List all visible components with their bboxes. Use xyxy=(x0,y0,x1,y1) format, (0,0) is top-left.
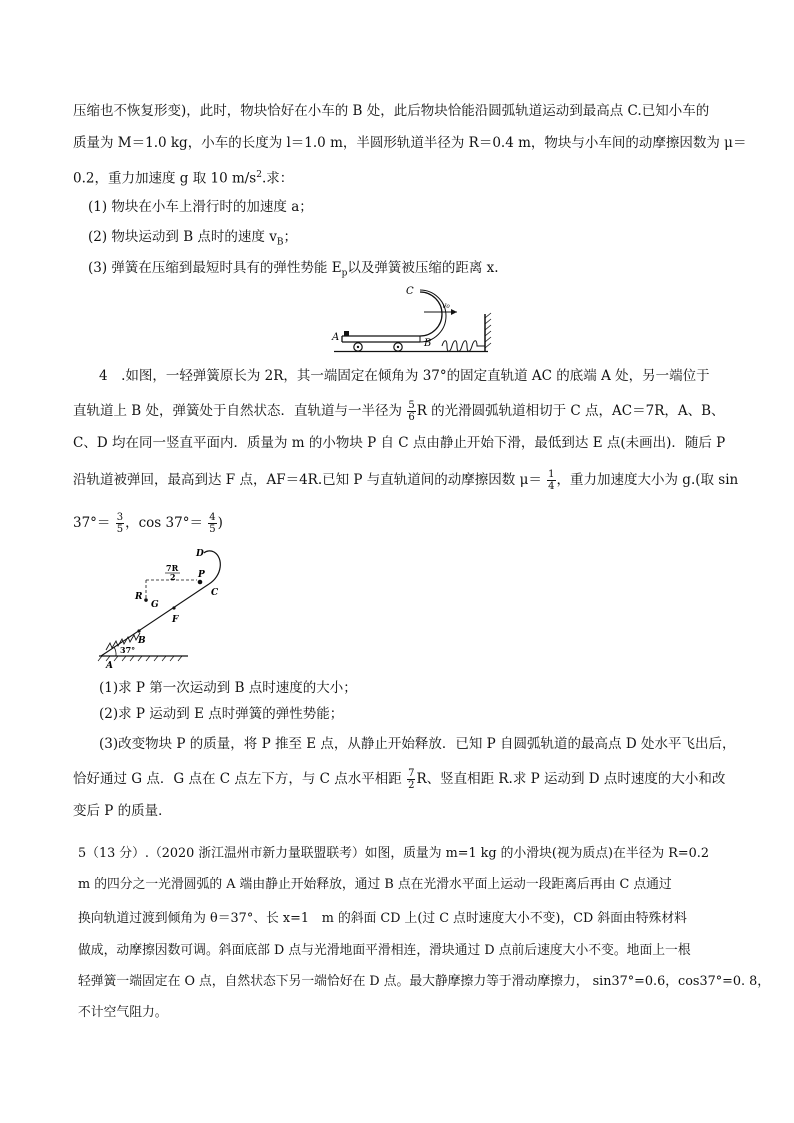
p4-question-1: (1)求 P 第一次运动到 B 点时速度的大小； xyxy=(99,680,357,696)
label-angle: 37° xyxy=(120,645,136,655)
cart-track-figure xyxy=(320,284,500,356)
p4-line-2-text: 直轨道上 B 处，弹簧处于自然状态．直轨道与一半径为 xyxy=(73,403,403,419)
p4-line-4-end: ，重力加速度大小为 g.(取 sin xyxy=(556,472,739,488)
label-a: A xyxy=(332,332,340,343)
point-f xyxy=(172,606,175,609)
p3-question-2-end: ； xyxy=(283,229,297,245)
label-dist-num: 7R xyxy=(166,563,179,573)
label-r: R xyxy=(135,592,143,602)
p4-line-5-text: 37°＝ xyxy=(73,515,111,531)
p3-subscript-b: B xyxy=(276,237,284,248)
p4-line-3: C、D 均在同一竖直平面内．质量为 m 的小物块 P 自 C 点由静止开始下滑，最低到达 E 点(未画出)．随后 P xyxy=(73,435,726,451)
p3-line-3-end: .求： xyxy=(261,170,294,187)
label-d: D xyxy=(196,549,204,559)
p4-question-3-text: 恰好通过 G 点．G 点在 C 点左下方，与 C 点水平相距 xyxy=(73,771,402,787)
label-p: P xyxy=(198,570,205,580)
p4-question-3-line-2 xyxy=(73,768,725,791)
p4-line-5-end: ) xyxy=(217,515,223,531)
p3-line-1: 压缩也不恢复形变)，此时，物块恰好在小车的 B 处，此后物块恰能沿圆弧轨道运动到最高点 C.已知小车的 xyxy=(73,103,710,119)
angle-arc xyxy=(114,647,116,656)
p3-question-2-text: (2) 物块运动到 B 点时的速度 v xyxy=(88,229,277,245)
block-a xyxy=(344,331,349,336)
p5-line-5: 轻弹簧一端固定在 O 点，自然状态下另一端恰好在 D 点。最大静摩擦力等于滑动摩擦力， sin37°=0.6，cos37°=0. 8， xyxy=(78,974,771,989)
label-f: F xyxy=(172,615,179,625)
point-g xyxy=(144,598,148,602)
p3-subscript-p: p xyxy=(341,268,348,279)
p3-question-1: (1) 物块在小车上滑行时的加速度 a； xyxy=(88,199,313,215)
fraction-4-5: $\frac{4}{5}$ xyxy=(209,512,216,535)
point-p xyxy=(198,580,203,585)
p4-line-2 xyxy=(73,400,725,423)
label-b: B xyxy=(138,636,146,646)
p4-line-5-mid: ，cos 37°＝ xyxy=(125,515,203,531)
label-dist-den: 2 xyxy=(170,572,176,582)
p3-question-2 xyxy=(88,228,297,252)
p4-question-3-line-3: 变后 P 的质量． xyxy=(73,803,172,819)
p3-question-3-text: (3) 弹簧在压缩到最短时具有的弹性势能 E xyxy=(88,260,342,276)
wall-hatch xyxy=(485,313,491,348)
label-v: v₀ xyxy=(442,301,450,310)
p4-line-5 xyxy=(73,512,223,535)
fraction-7-2: $\frac{7}{2}$ xyxy=(408,768,415,791)
p3-line-3-text: 0.2，重力加速度 g 取 10 m/s xyxy=(73,170,257,187)
p3-line-3 xyxy=(73,166,293,188)
label-a: A xyxy=(106,661,113,671)
p5-line-4: 做成，动摩擦因数可调。斜面底部 D 点与光滑地面平滑相连，滑块通过 D 点前后速度大小不变。地面上一根 xyxy=(78,943,691,958)
p5-line-6: 不计空气阻力。 xyxy=(78,1005,168,1020)
p4-line-4-text: 沿轨道被弹回，最高到达 F 点，AF＝4R.已知 P 与直轨道间的动摩擦因数 μ＝ xyxy=(73,472,542,488)
p3-line-2: 质量为 M＝1.0 kg，小车的长度为 l＝1.0 m，半圆形轨道半径为 R＝0.4 m，物块与小车间的动摩擦因数为 μ＝ xyxy=(73,135,747,151)
spring xyxy=(442,341,485,352)
p3-exponent: 2 xyxy=(256,170,262,180)
p4-question-3-end: R、竖直相距 R.求 P 运动到 D 点时速度的大小和改 xyxy=(416,771,726,787)
p4-line-2-end: R 的光滑圆弧轨道相切于 C 点，AC＝7R，A、B、 xyxy=(416,403,725,419)
label-c: C xyxy=(406,286,414,297)
fraction-1-4: $\frac{1}{4}$ xyxy=(548,469,555,492)
p4-question-2: (2)求 P 运动到 E 点时弹簧的弹性势能； xyxy=(99,706,344,722)
velocity-arrow-head xyxy=(451,309,457,315)
label-g: G xyxy=(151,600,159,610)
label-b: B xyxy=(424,338,432,349)
wheel-right-hub xyxy=(397,346,399,348)
p3-question-3-end: 以及弹簧被压缩的距离 x. xyxy=(347,260,499,276)
label-c: C xyxy=(211,588,219,598)
p5-line-3: 换向轨道过渡到倾角为 θ＝37°、长 x=1 m 的斜面 CD 上(过 C 点时速度大小不变)，CD 斜面由特殊材料 xyxy=(78,911,687,926)
p5-line-1: 5（13 分）.（2020 浙江温州市新力量联盟联考）如图，质量为 m=1 kg 的小滑块(视为质点)在半径为 R=0.2 xyxy=(78,846,709,861)
p5-line-2: m 的四分之一光滑圆弧的 A 端由静止开始释放，通过 B 点在光滑水平面上运动一段距离后再由 C 点通过 xyxy=(78,877,672,892)
p3-question-3 xyxy=(88,259,499,283)
wheel-left-hub xyxy=(357,346,359,348)
fraction-3-5: $\frac{3}{5}$ xyxy=(116,512,124,535)
circular-arc xyxy=(204,551,220,584)
fraction-5-6: $\frac{5}{6}$ xyxy=(408,400,415,423)
p4-question-3: (3)改变物块 P 的质量，将 P 推至 E 点，从静止开始释放．已知 P 自圆弧轨道的最高点 D 处水平飞出后， xyxy=(99,736,736,752)
p4-line-1: 4 .如图，一轻弹簧原长为 2R，其一端固定在倾角为 37°的固定直轨道 AC 的底端 A 处，另一端位于 xyxy=(99,368,710,384)
incline-figure xyxy=(96,546,246,672)
point-b xyxy=(137,629,140,632)
p4-line-4 xyxy=(73,469,738,492)
